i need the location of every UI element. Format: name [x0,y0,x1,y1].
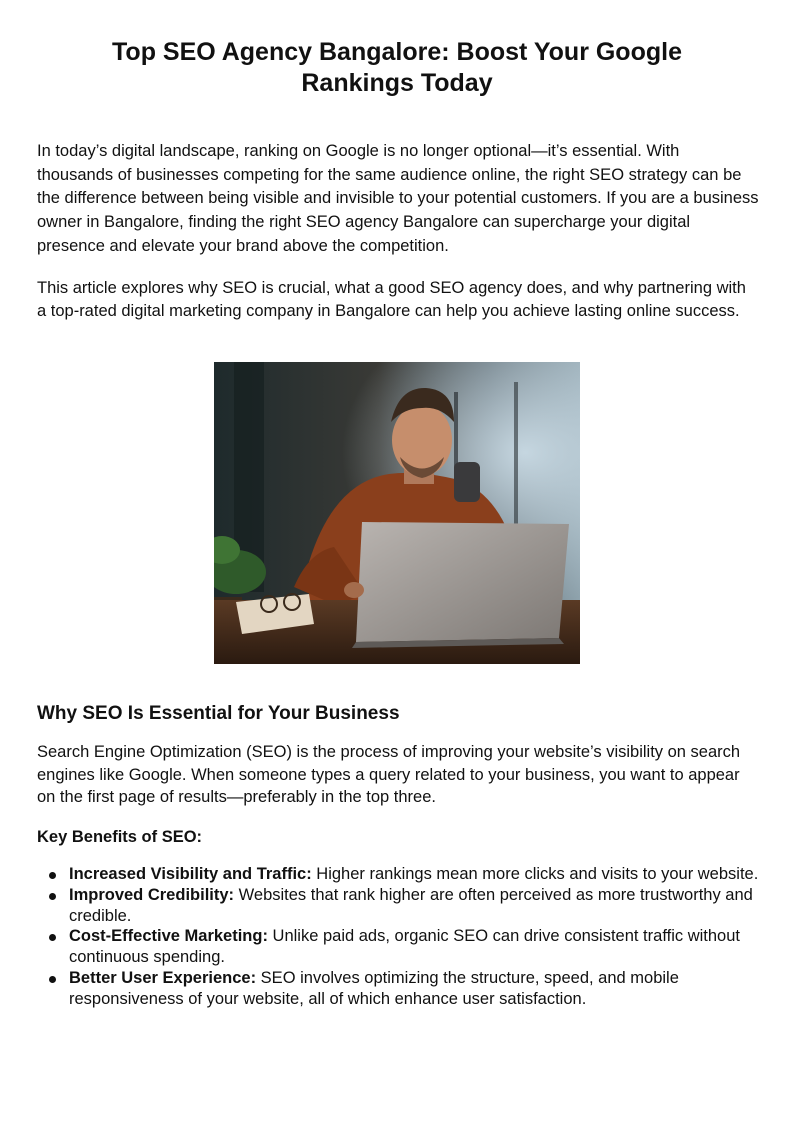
list-item [37,926,759,968]
benefit-term: Cost-Effective Marketing: [69,927,268,946]
benefit-text: SEO involves optimizing the structure, speed, and mobile responsiveness of your website, all of which enhance user satisfaction. [69,968,679,1008]
bullet-icon [49,893,56,900]
benefit-term: Increased Visibility and Traffic: [69,865,312,883]
benefit-term: Better User Experience: [69,968,257,987]
section-heading: Why SEO Is Essential for Your Business [37,703,400,724]
benefits-list [37,864,759,1010]
section-paragraph: Search Engine Optimization (SEO) is the process of improving your website’s visibility on search engines like Google. When someone types a query related to your business, you want to appear on the first page of results—preferably in the top three. [37,743,741,807]
benefit-text: Higher rankings mean more clicks and visits to your website. [311,865,759,883]
benefit-text: Websites that rank higher are often perceived as more trustworthy and credible. [69,885,753,925]
list-item [37,864,759,885]
bullet-icon [49,872,56,879]
man-with-laptop-photo [214,362,580,664]
list-item [37,885,759,927]
benefit-text: Unlike paid ads, organic SEO can drive consistent traffic without continuous spending. [69,927,740,967]
page-title: Top SEO Agency Bangalore: Boost Your Google Rankings Today [112,38,682,97]
list-item [37,968,759,1010]
bullet-icon [49,976,56,983]
bullet-icon [49,934,56,941]
benefit-term: Improved Credibility: [69,885,235,904]
intro-paragraph-1: In today’s digital landscape, ranking on Google is no longer optional—it’s essential. With thousands of businesses competing for the same audience online, the right SEO strategy can be the difference between being visible and invisible to your potential customers. If you are a business owner in Bangalore, finding the right SEO agency Bangalore can supercharge your digital presence and elevate your brand above the competition. [37,142,759,255]
intro-paragraph-2: This article explores why SEO is crucial, what a good SEO agency does, and why partnering with a top-rated digital marketing company in Bangalore can help you achieve lasting online success. [37,279,746,320]
benefits-label: Key Benefits of SEO: [37,828,203,846]
